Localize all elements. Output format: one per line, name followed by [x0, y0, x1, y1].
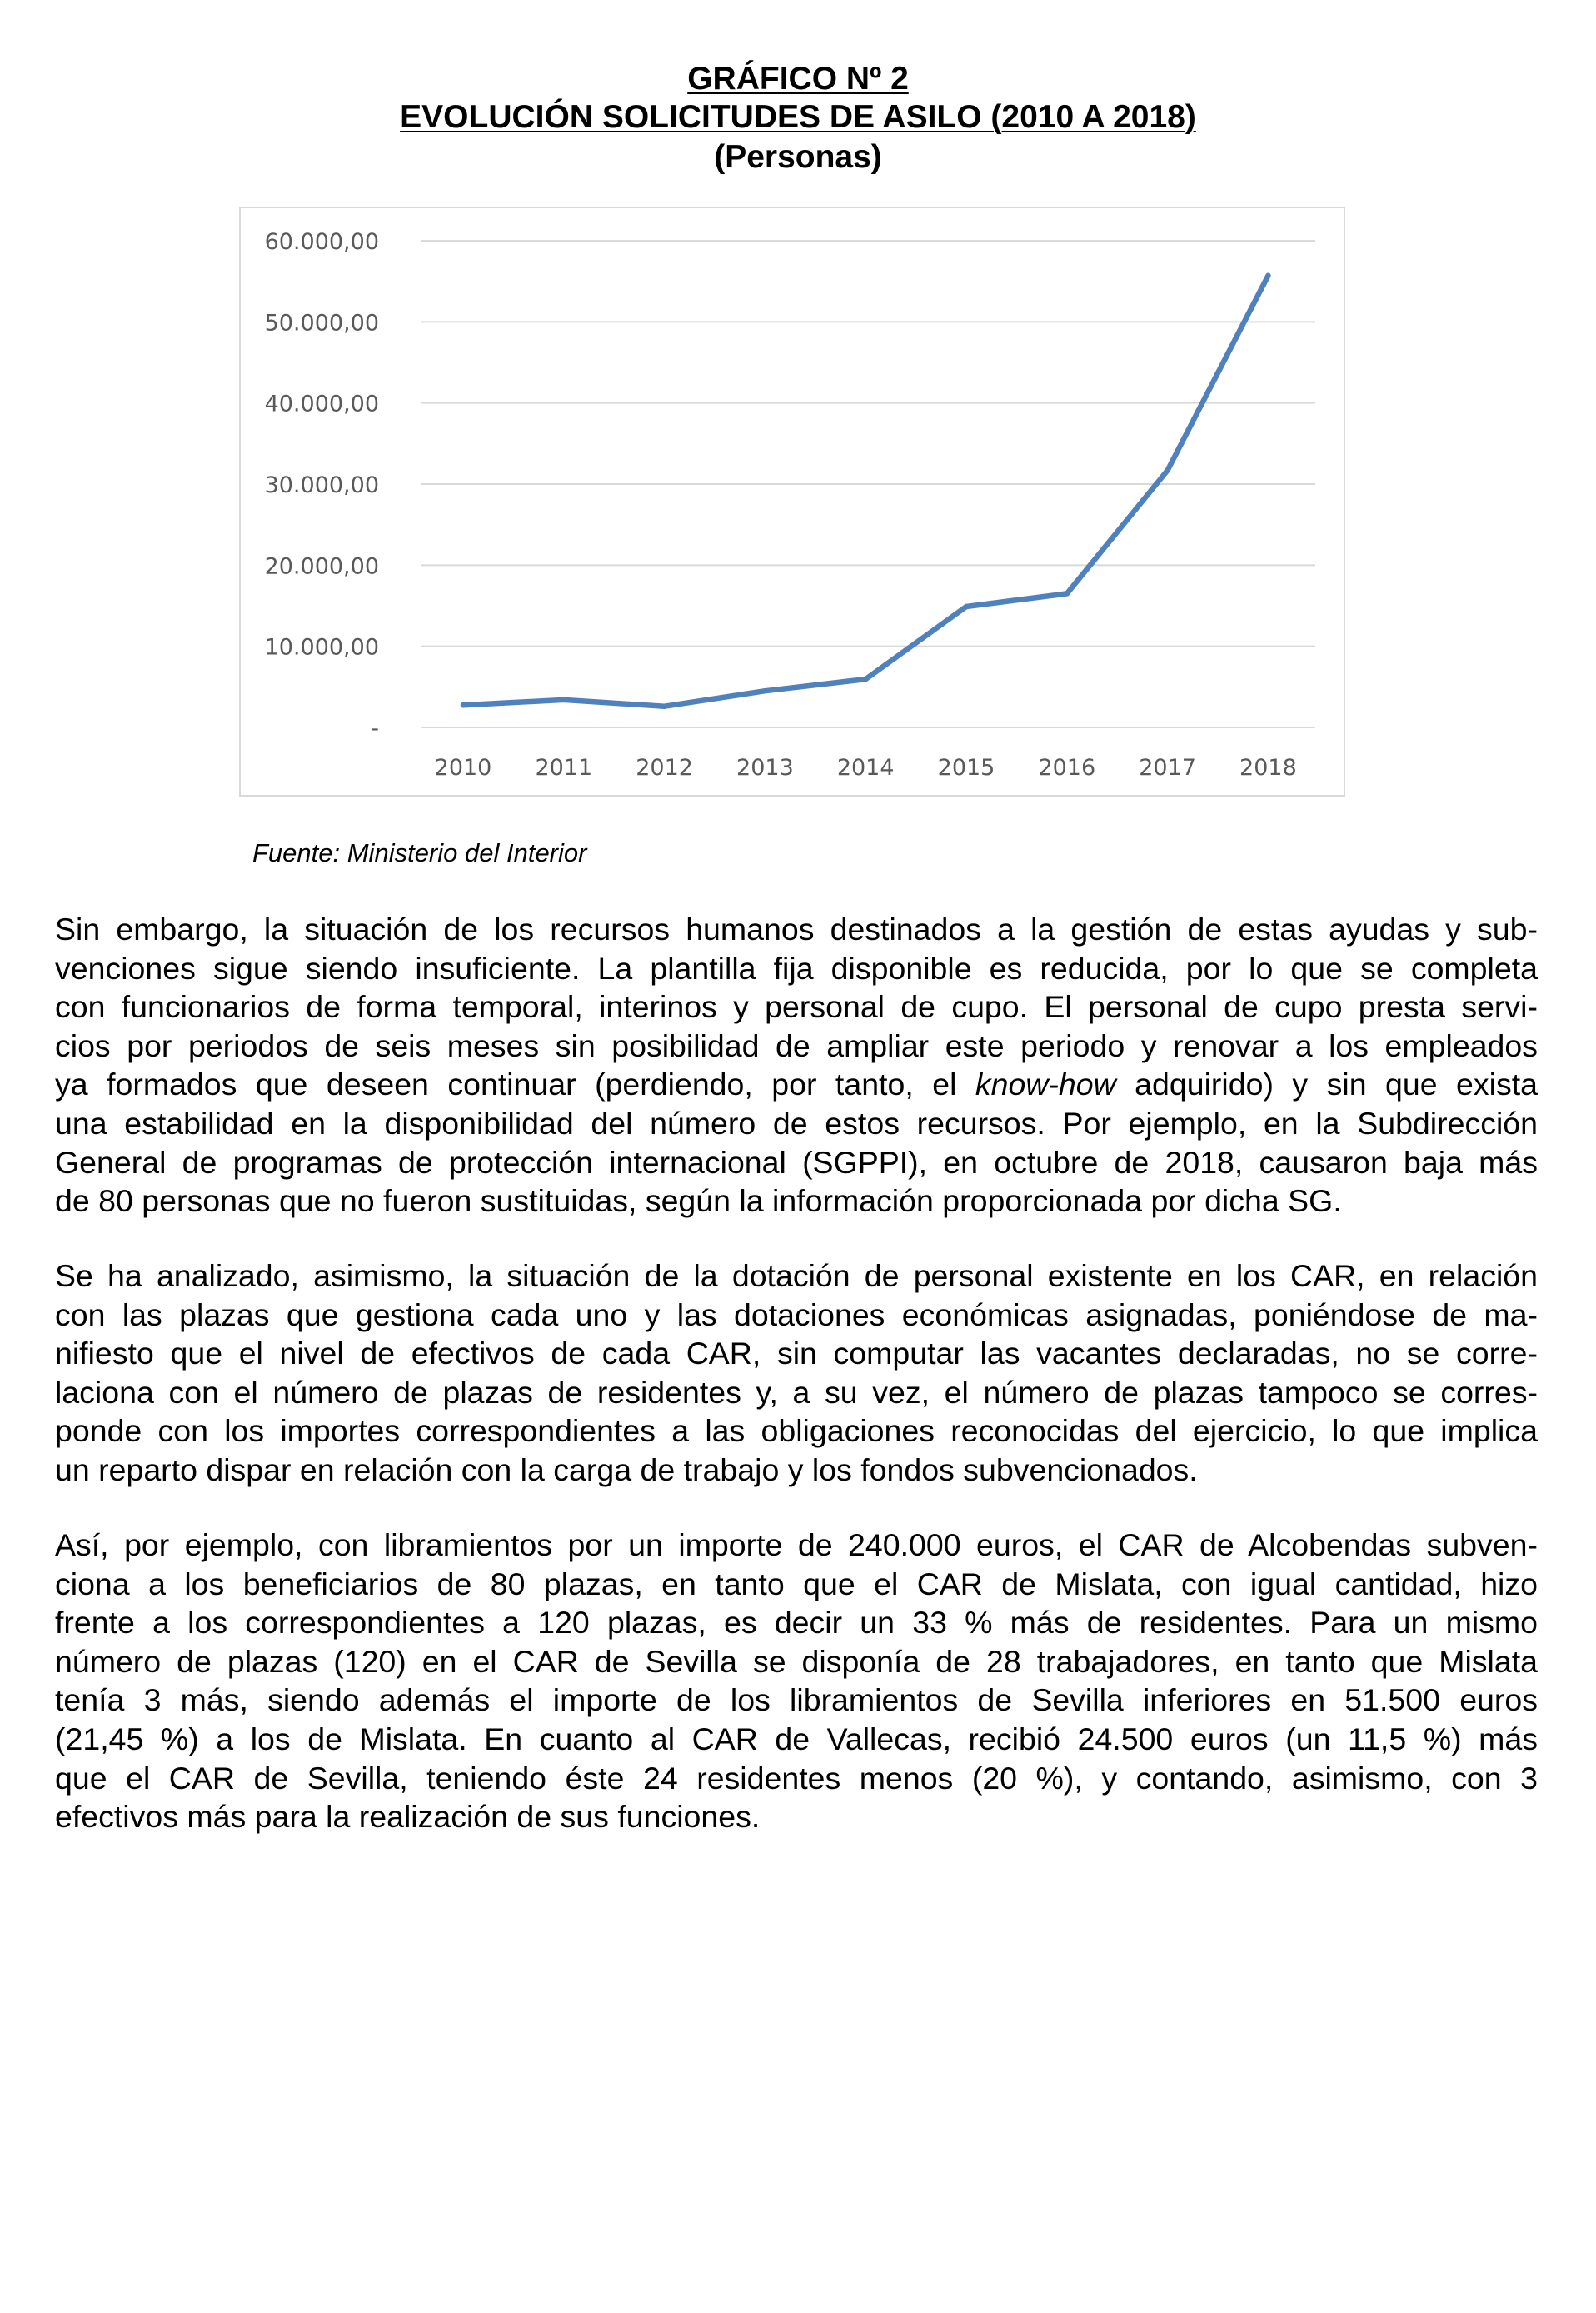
line-text: ya formados que deseen continuar (perdiendo, por tanto, el: [55, 1067, 975, 1102]
paragraph-line: tenía 3 más, siendo además el importe de los libramientos de Sevilla inferiores en 51.500 euros: [55, 1682, 1538, 1718]
paragraph-line: número de plazas (120) en el CAR de Sevilla se disponía de 28 trabajadores, en tanto que Mislata: [55, 1643, 1538, 1679]
data-point: [1265, 273, 1270, 278]
paragraph-line: (21,45 %) a los de Mislata. En cuanto al CAR de Vallecas, recibió 24.500 euros (un 11,5 %) más: [55, 1721, 1538, 1756]
paragraph-line: ponde con los importes correspondientes a las obligaciones reconocidas del ejercicio, lo que implica: [55, 1413, 1538, 1449]
paragraph-line: General de programas de protección internacional (SGPPI), en octubre de 2018, causaron baja más: [55, 1144, 1538, 1180]
line-text: adquirido) y sin que exista: [1115, 1067, 1538, 1102]
figure-label: GRÁFICO Nº 2: [687, 61, 909, 97]
data-point: [863, 677, 868, 682]
paragraph-3: [55, 1526, 1538, 1836]
y-tick-label: -: [371, 716, 379, 742]
data-point: [561, 697, 566, 702]
x-tick-label: 2016: [1038, 755, 1096, 781]
x-tick-label: 2013: [736, 755, 794, 781]
y-tick-label: 10.000,00: [264, 634, 379, 661]
paragraph-line: de 80 personas que no fueron sustituidas, según la información proporcionada por dicha SG.: [55, 1183, 1342, 1219]
paragraph-line: frente a los correspondientes a 120 plazas, es decir un 33 % más de residentes. Para un mismo: [55, 1605, 1538, 1641]
x-tick-label: 2017: [1139, 755, 1196, 781]
x-tick-label: 2015: [937, 755, 995, 781]
data-point: [1165, 467, 1170, 472]
y-tick-label: 60.000,00: [264, 229, 379, 255]
y-tick-label: 30.000,00: [264, 472, 379, 498]
data-point: [964, 604, 969, 609]
paragraph-line: efectivos más para la realización de sus funciones.: [55, 1799, 761, 1835]
italic-term: know-how: [975, 1067, 1116, 1102]
chart-title: EVOLUCIÓN SOLICITUDES DE ASILO (2010 A 2018): [400, 99, 1196, 135]
chart-frame: [239, 207, 1345, 797]
paragraph-line: con funcionarios de forma temporal, interinos y personal de cupo. El personal de cupo presta servi-: [55, 989, 1538, 1025]
x-tick-label: 2012: [636, 755, 693, 781]
x-tick-label: 2018: [1239, 755, 1297, 781]
paragraph-line: cios por periodos de seis meses sin posibilidad de ampliar este periodo y renovar a los empleados: [55, 1027, 1538, 1063]
line-chart: [241, 208, 1344, 795]
paragraph-1: [55, 910, 1538, 1221]
paragraph-line: con las plazas que gestiona cada uno y las dotaciones económicas asignadas, poniéndose de ma-: [55, 1296, 1538, 1332]
y-tick-label: 50.000,00: [264, 310, 379, 337]
y-tick-label: 20.000,00: [264, 553, 379, 580]
paragraph-line: laciona con el número de plazas de residentes y, a su vez, el número de plazas tampoco se corres-: [55, 1374, 1538, 1410]
paragraph-2: [55, 1256, 1538, 1490]
paragraph-line: ciona a los beneficiarios de 80 plazas, en tanto que el CAR de Mislata, con igual cantidad, hizo: [55, 1566, 1538, 1601]
paragraph-line: que el CAR de Sevilla, teniendo éste 24 residentes menos (20 %), y contando, asimismo, con 3: [55, 1760, 1538, 1796]
data-point: [661, 703, 666, 708]
data-point: [461, 702, 466, 707]
y-tick-label: 40.000,00: [264, 391, 379, 417]
x-tick-label: 2011: [535, 755, 593, 781]
data-point: [762, 688, 767, 693]
source-note: Fuente: Ministerio del Interior: [252, 838, 587, 867]
paragraph-line: [55, 1065, 1538, 1104]
paragraph-line: Así, por ejemplo, con libramientos por un importe de 240.000 euros, el CAR de Alcobendas subven-: [55, 1527, 1538, 1562]
chart-subtitle: (Personas): [714, 139, 882, 175]
series-line: [463, 276, 1268, 707]
x-tick-label: 2014: [836, 755, 895, 781]
paragraph-line: nifiesto que el nivel de efectivos de cada CAR, sin computar las vacantes declaradas, no se corre-: [55, 1336, 1538, 1371]
paragraph-line: Se ha analizado, asimismo, la situación de la dotación de personal existente en los CAR, en relación: [55, 1258, 1538, 1293]
x-tick-label: 2010: [434, 755, 492, 781]
data-point: [1065, 591, 1070, 596]
paragraph-line: venciones sigue siendo insuficiente. La plantilla fija disponible es reducida, por lo que se completa: [55, 950, 1538, 986]
paragraph-line: una estabilidad en la disponibilidad del número de estos recursos. Por ejemplo, en la Subdirección: [55, 1105, 1538, 1141]
paragraph-line: un reparto dispar en relación con la carga de trabajo y los fondos subvencionados.: [55, 1451, 1198, 1487]
paragraph-line: Sin embargo, la situación de los recursos humanos destinados a la gestión de estas ayudas y sub-: [55, 912, 1538, 947]
